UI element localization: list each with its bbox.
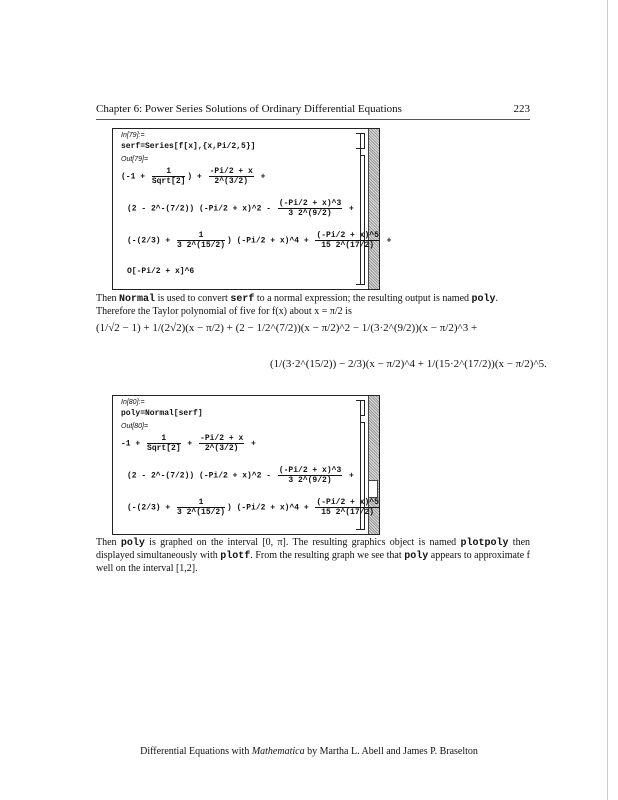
term: (2 − 1/2^(7/2)) <box>235 322 301 334</box>
numerator: (-Pi/2 + x)^5 <box>316 231 379 240</box>
term: ) (-Pi/2 + x)^4 + <box>227 503 314 513</box>
text: is graphed on the interval [0, π]. The resulting graphics object is named <box>144 537 461 548</box>
term: (-1 + <box>121 172 150 182</box>
term: 1/(2√2) <box>152 322 186 334</box>
numerator: 1 <box>177 231 225 241</box>
taylor-polynomial-line-1 <box>96 322 477 334</box>
denominator: 3 2^(9/2) <box>288 476 332 485</box>
text: Then <box>96 293 120 304</box>
term: + <box>255 172 266 182</box>
numerator: 1 <box>177 498 225 508</box>
term: + <box>381 236 392 246</box>
text: to a normal expression; the resulting output is named <box>254 293 472 304</box>
text: then displayed simultaneously with <box>96 537 531 561</box>
out-label: Out[80]= <box>121 423 149 430</box>
mathematica-cell-79[interactable] <box>112 128 392 290</box>
denominator: 2^(3/2) <box>204 444 239 453</box>
denominator: Sqrt[2] <box>147 444 181 453</box>
code-normal: Normal <box>119 294 156 305</box>
operator: + <box>470 322 478 334</box>
book-title: Mathematica <box>251 746 305 757</box>
term: (-(2/3) + <box>127 236 176 246</box>
operator: . <box>544 358 547 370</box>
operator: + <box>417 358 424 370</box>
output-line-4: O[-Pi/2 + x]^6 <box>127 267 195 276</box>
term: (2 - 2^-(7/2)) (-Pi/2 + x)^2 - <box>127 471 276 481</box>
denominator: Sqrt[2] <box>151 177 186 186</box>
text: . <box>495 293 499 304</box>
text: by Martha L. Abell and James P. Braselton <box>304 746 478 757</box>
text: appears to approximate f well on the interval [1,2]. <box>96 550 531 574</box>
taylor-polynomial-line-2 <box>270 358 547 370</box>
output-line-2 <box>127 199 354 218</box>
code-poly: poly <box>471 294 496 305</box>
mathematica-cell-80[interactable] <box>112 395 380 535</box>
code-plotf: plotf <box>220 551 251 562</box>
term: ) (-Pi/2 + x)^4 + <box>227 236 314 246</box>
term: + <box>344 204 354 214</box>
code-poly: poly <box>120 538 145 549</box>
numerator: (-Pi/2 + x)^3 <box>278 199 342 208</box>
operator: − <box>352 322 360 334</box>
page-edge-line <box>607 0 608 800</box>
term: (x − π/2)^5 <box>494 358 545 370</box>
code-serf: serf <box>230 294 255 305</box>
input-code[interactable]: serf=Series[f[x],{x,Pi/2,5}] <box>121 142 256 151</box>
term: (x − π/2)^4 <box>365 358 415 370</box>
cell-group-bracket[interactable] <box>356 133 361 285</box>
page-footer <box>0 746 618 757</box>
out-label: Out[79]= <box>121 156 149 163</box>
output-line-3 <box>127 498 382 517</box>
term: (2 - 2^-(7/2)) (-Pi/2 + x)^2 - <box>127 204 276 214</box>
text: . From the resulting graph we see that <box>250 550 405 561</box>
term: ) + <box>187 172 207 182</box>
term: (x − π/2)^3 <box>418 322 469 334</box>
denominator: 15 2^(17/2) <box>321 508 375 517</box>
numerator: 1 <box>147 434 181 444</box>
header-rule <box>96 119 530 120</box>
scrollbar[interactable] <box>368 129 379 289</box>
denominator: 15 2^(17/2) <box>321 241 375 250</box>
output-line-2 <box>127 466 354 485</box>
page-number: 223 <box>513 103 530 115</box>
scrollbar-thumb[interactable] <box>368 480 378 498</box>
paragraph-normal <box>96 293 530 318</box>
output-line-1 <box>121 434 256 453</box>
running-header <box>96 103 530 115</box>
denominator: 3 2^(15/2) <box>177 508 226 517</box>
operator: + <box>143 322 150 334</box>
numerator: (-Pi/2 + x)^5 <box>316 498 379 507</box>
numerator: (-Pi/2 + x)^3 <box>278 466 342 475</box>
output-line-1 <box>121 167 265 186</box>
denominator: 3 2^(15/2) <box>177 241 226 250</box>
term: 1/(3·2^(9/2)) <box>361 322 419 334</box>
text: Then <box>96 537 121 548</box>
term: -1 + <box>121 439 146 449</box>
text: is used to convert <box>155 293 231 304</box>
input-code[interactable]: poly=Normal[serf] <box>121 409 203 418</box>
code-poly: poly <box>404 551 429 562</box>
denominator: 3 2^(9/2) <box>288 209 332 218</box>
operator: + <box>226 322 233 334</box>
code-plotpoly: plotpoly <box>460 538 509 549</box>
term: 1/(15·2^(17/2)) <box>426 358 495 370</box>
chapter-title: Chapter 6: Power Series Solutions of Ordinary Differential Equations <box>96 103 402 115</box>
term: (x − π/2)^2 <box>300 322 351 334</box>
term: (1/√2 − 1) <box>96 322 141 334</box>
numerator: 1 <box>152 167 186 177</box>
term: + <box>246 439 256 449</box>
text: Differential Equations with <box>140 746 252 757</box>
denominator: 2^(3/2) <box>214 177 249 186</box>
in-label: In[80]:= <box>121 399 145 406</box>
in-label: In[79]:= <box>121 132 145 139</box>
term: (1/(3·2^(15/2)) − 2/3) <box>270 358 366 370</box>
term: (-(2/3) + <box>127 503 176 513</box>
term: + <box>182 439 198 449</box>
output-line-3 <box>127 231 391 250</box>
term: (x − π/2) <box>185 322 224 334</box>
numerator: -Pi/2 + x <box>209 167 253 176</box>
numerator: -Pi/2 + x <box>200 434 244 443</box>
text: Therefore the Taylor polynomial of five for f(x) about x = π/2 is <box>96 306 352 317</box>
paragraph-plot <box>96 537 530 575</box>
term: + <box>344 471 354 481</box>
